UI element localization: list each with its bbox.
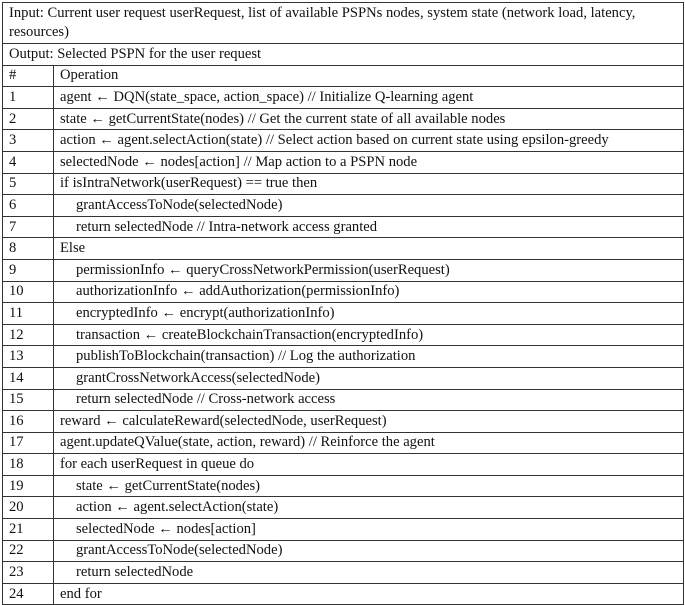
step-number: 19 xyxy=(3,475,54,497)
step-operation xyxy=(54,454,684,476)
step-operation-text: permissionInfo ← queryCrossNetworkPermission(userRequest) xyxy=(76,261,450,278)
step-number: 17 xyxy=(3,432,54,454)
step-operation xyxy=(54,562,684,584)
step-operation-text: encryptedInfo ← encrypt(authorizationInfo) xyxy=(76,304,335,321)
step-number: 7 xyxy=(3,216,54,238)
step-operation xyxy=(54,281,684,303)
step-number: 18 xyxy=(3,454,54,476)
step-number: 15 xyxy=(3,389,54,411)
step-row xyxy=(3,411,684,433)
step-row xyxy=(3,324,684,346)
step-operation xyxy=(54,238,684,260)
step-number: 4 xyxy=(3,151,54,173)
step-row xyxy=(3,216,684,238)
step-operation-text: grantCrossNetworkAccess(selectedNode) xyxy=(76,369,320,386)
step-row xyxy=(3,195,684,217)
step-operation-text: if isIntraNetwork(userRequest) == true then xyxy=(60,175,318,192)
step-operation xyxy=(54,87,684,109)
step-operation xyxy=(54,303,684,325)
step-row xyxy=(3,87,684,109)
step-number: 5 xyxy=(3,173,54,195)
step-number: 24 xyxy=(3,583,54,605)
step-operation xyxy=(54,195,684,217)
step-number: 10 xyxy=(3,281,54,303)
step-row xyxy=(3,389,684,411)
output-row xyxy=(3,44,684,66)
step-operation-text: agent.updateQValue(state, action, reward) // Reinforce the agent xyxy=(60,434,435,451)
step-operation-text: state ← getCurrentState(nodes) xyxy=(76,477,260,494)
step-operation xyxy=(54,216,684,238)
step-number: 23 xyxy=(3,562,54,584)
step-operation xyxy=(54,389,684,411)
header-row xyxy=(3,65,684,87)
step-operation-text: reward ← calculateReward(selectedNode, userRequest) xyxy=(60,412,387,429)
step-operation-text: authorizationInfo ← addAuthorization(permissionInfo) xyxy=(76,283,400,300)
step-operation-text: grantAccessToNode(selectedNode) xyxy=(76,542,283,559)
step-number: 3 xyxy=(3,130,54,152)
step-operation-text: Else xyxy=(60,240,86,257)
step-operation-text: return selectedNode // Cross-network access xyxy=(76,391,336,408)
step-number: 13 xyxy=(3,346,54,368)
step-operation xyxy=(54,411,684,433)
step-row xyxy=(3,540,684,562)
step-operation-text: transaction ← createBlockchainTransaction(encryptedInfo) xyxy=(76,326,424,343)
output-cell: Output: Selected PSPN for the user request xyxy=(3,44,684,66)
step-operation-text: end for xyxy=(60,585,102,602)
algorithm-body xyxy=(3,3,684,605)
step-operation xyxy=(54,324,684,346)
step-number: 22 xyxy=(3,540,54,562)
step-operation-text: state ← getCurrentState(nodes) // Get the current state of all available nodes xyxy=(60,110,506,127)
step-operation xyxy=(54,346,684,368)
step-number: 8 xyxy=(3,238,54,260)
input-cell: Input: Current user request userRequest, list of available PSPNs nodes, system state (network load, latency, resources) xyxy=(3,3,684,44)
step-row xyxy=(3,583,684,605)
step-operation-text: return selectedNode xyxy=(76,564,194,581)
step-number: 20 xyxy=(3,497,54,519)
step-operation xyxy=(54,432,684,454)
step-row xyxy=(3,238,684,260)
step-operation xyxy=(54,540,684,562)
step-row xyxy=(3,151,684,173)
step-operation-text: action ← agent.selectAction(state) xyxy=(76,499,279,516)
step-operation-text: selectedNode ← nodes[action] // Map action to a PSPN node xyxy=(60,153,418,170)
algorithm-table xyxy=(2,2,684,605)
step-operation xyxy=(54,475,684,497)
step-number: 11 xyxy=(3,303,54,325)
step-operation xyxy=(54,130,684,152)
step-operation xyxy=(54,367,684,389)
step-operation xyxy=(54,108,684,130)
step-row xyxy=(3,562,684,584)
step-operation xyxy=(54,583,684,605)
step-row xyxy=(3,173,684,195)
step-operation-text: grantAccessToNode(selectedNode) xyxy=(76,196,283,213)
step-operation xyxy=(54,259,684,281)
input-row xyxy=(3,3,684,44)
step-operation xyxy=(54,151,684,173)
step-row xyxy=(3,259,684,281)
step-operation xyxy=(54,519,684,541)
step-operation-text: action ← agent.selectAction(state) // Select action based on current state using epsilon-greedy xyxy=(60,132,609,149)
step-operation xyxy=(54,497,684,519)
step-number: 14 xyxy=(3,367,54,389)
step-number: 2 xyxy=(3,108,54,130)
step-number: 16 xyxy=(3,411,54,433)
step-number: 1 xyxy=(3,87,54,109)
step-number: 21 xyxy=(3,519,54,541)
step-row xyxy=(3,130,684,152)
header-num: # xyxy=(3,65,54,87)
step-number: 6 xyxy=(3,195,54,217)
step-number: 12 xyxy=(3,324,54,346)
step-row xyxy=(3,108,684,130)
header-operation: Operation xyxy=(54,65,684,87)
step-number: 9 xyxy=(3,259,54,281)
step-operation-text: for each userRequest in queue do xyxy=(60,456,255,473)
step-operation-text: return selectedNode // Intra-network access granted xyxy=(76,218,378,235)
step-operation-text: selectedNode ← nodes[action] xyxy=(76,520,256,537)
step-row xyxy=(3,346,684,368)
step-row xyxy=(3,454,684,476)
step-row xyxy=(3,367,684,389)
step-row xyxy=(3,497,684,519)
step-row xyxy=(3,432,684,454)
step-row xyxy=(3,519,684,541)
step-operation-text: publishToBlockchain(transaction) // Log the authorization xyxy=(76,348,416,365)
step-row xyxy=(3,303,684,325)
step-operation-text: agent ← DQN(state_space, action_space) // Initialize Q-learning agent xyxy=(60,88,474,105)
step-operation xyxy=(54,173,684,195)
step-row xyxy=(3,475,684,497)
step-row xyxy=(3,281,684,303)
